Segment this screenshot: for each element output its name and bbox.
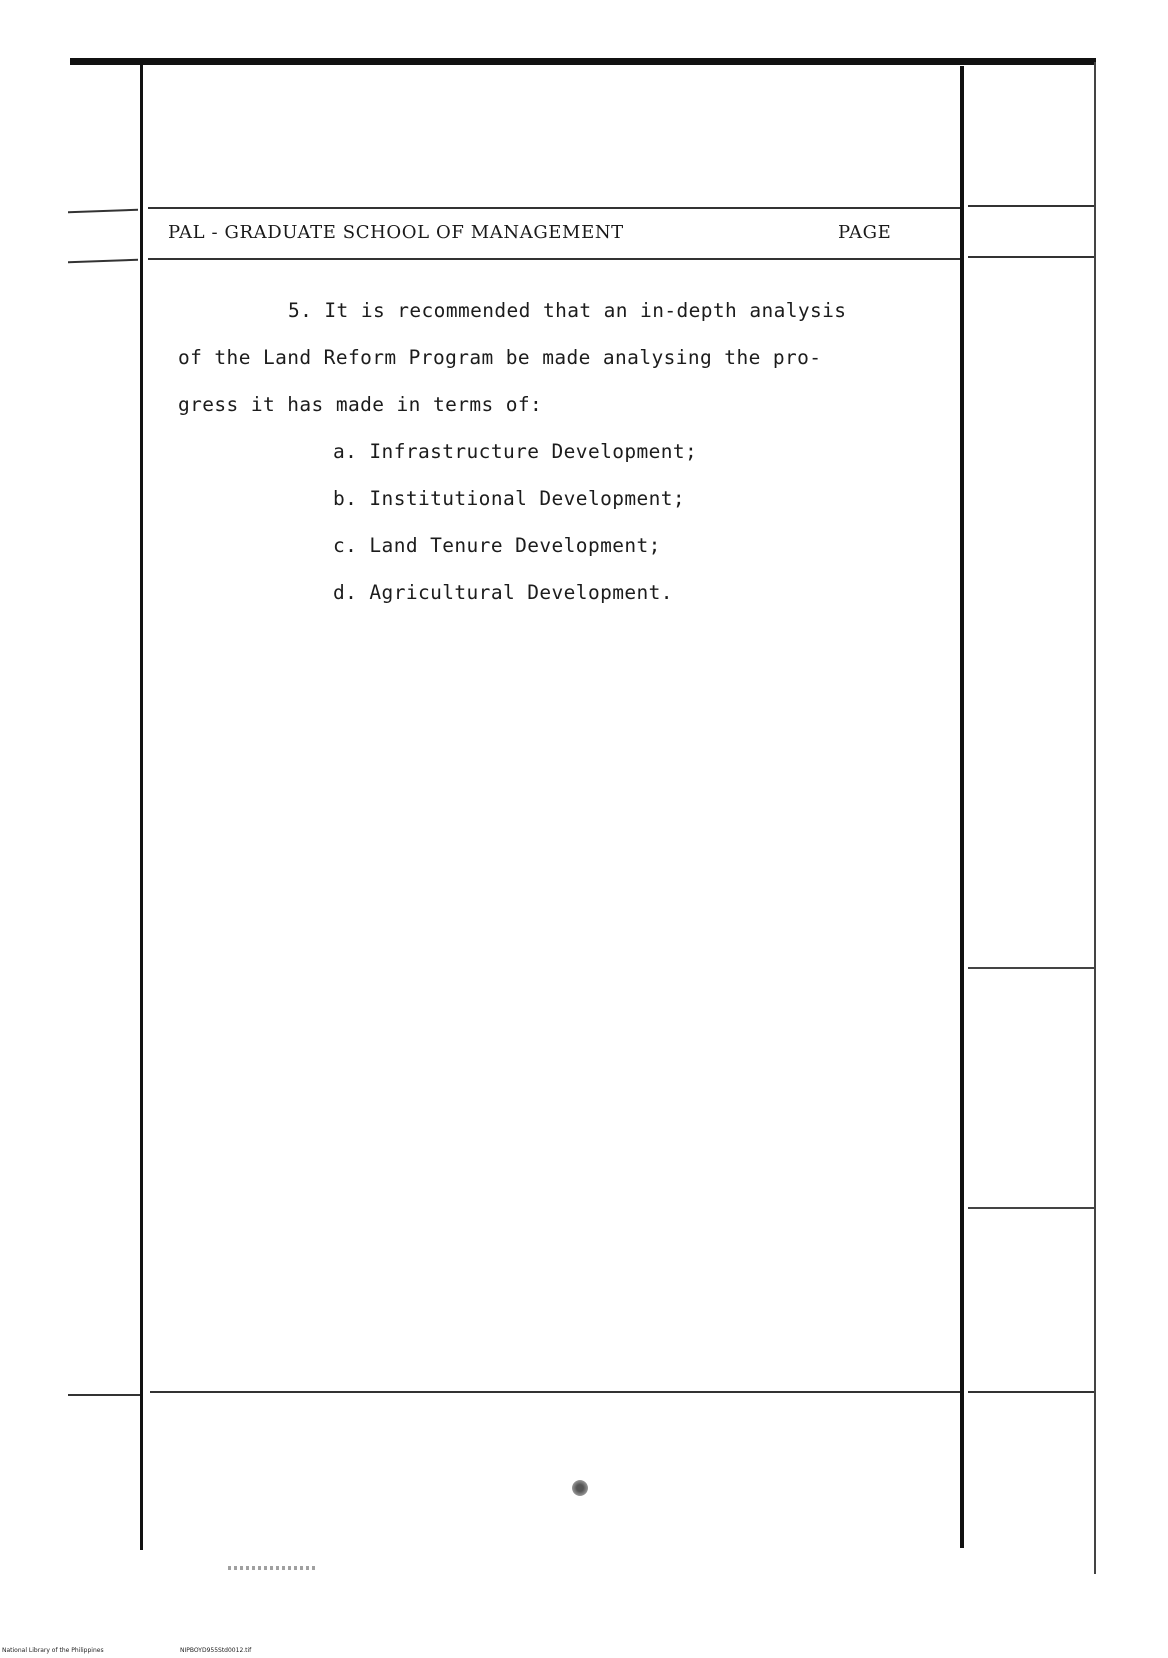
left-margin-rule: [140, 62, 143, 1550]
right-margin-rule-top: [968, 205, 1094, 207]
right-margin-divider-2: [968, 1207, 1094, 1209]
header-rule-top: [148, 207, 960, 209]
right-margin-rule: [960, 66, 964, 1548]
scan-smudge: [228, 1566, 318, 1570]
header-rule-bottom: [148, 258, 960, 260]
list-item-c: c. Land Tenure Development;: [333, 534, 661, 557]
footer-rule: [150, 1391, 960, 1393]
list-item-d: d. Agricultural Development.: [333, 581, 673, 604]
top-frame-rule: [70, 58, 1096, 65]
right-edge-rule: [1094, 62, 1096, 1574]
paragraph-line-3: gress it has made in terms of:: [178, 393, 543, 416]
list-item-a: a. Infrastructure Development;: [333, 440, 698, 463]
footer-rule-left: [68, 1394, 140, 1396]
punch-hole-mark: [572, 1480, 588, 1496]
footer-rule-right: [968, 1391, 1094, 1393]
letterhead-page-label: PAGE: [838, 222, 892, 243]
letterhead-institution: PAL - GRADUATE SCHOOL OF MANAGEMENT: [168, 222, 624, 243]
paragraph-line-1: 5. It is recommended that an in-depth analysis: [288, 299, 847, 322]
scan-file-label: NIPBOYD955Std0012.tif: [180, 1647, 252, 1654]
scan-source-label: National Library of the Philippines: [2, 1647, 104, 1654]
left-margin-rule-bottom: [68, 259, 138, 263]
paragraph-line-2: of the Land Reform Program be made analysing the pro-: [178, 346, 822, 369]
list-item-b: b. Institutional Development;: [333, 487, 686, 510]
right-margin-divider-1: [968, 967, 1094, 969]
right-margin-rule-bottom: [968, 256, 1094, 258]
left-margin-rule-top: [68, 209, 138, 213]
